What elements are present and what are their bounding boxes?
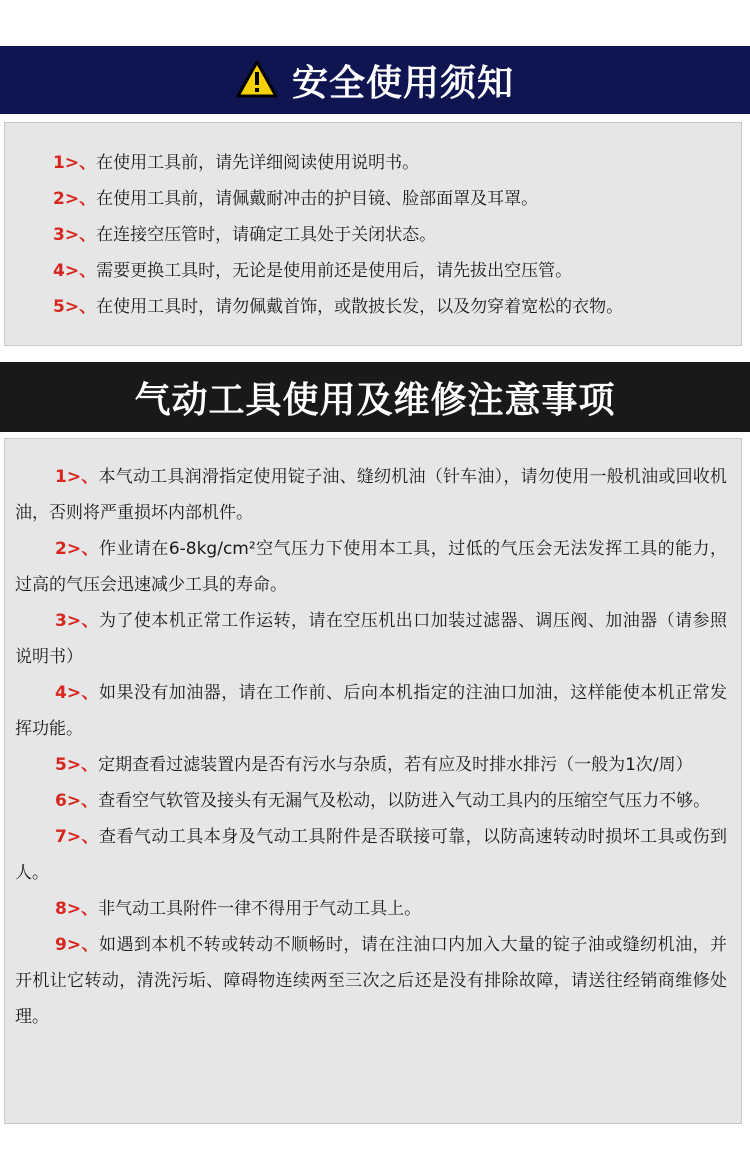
item-number: 3>、 — [53, 225, 97, 245]
maintenance-item — [15, 927, 727, 1035]
item-text: 需要更换工具时，无论是使用前还是使用后，请先拔出空压管。 — [96, 261, 573, 281]
item-text: 查看空气软管及接头有无漏气及松动，以防进入气动工具内的压缩空气压力不够。 — [98, 791, 711, 811]
maintenance-item — [15, 459, 727, 531]
item-text: 定期查看过滤装置内是否有污水与杂质，若有应及时排水排污（一般为1次/周） — [98, 755, 693, 775]
item-text: 非气动工具附件一律不得用于气动工具上。 — [98, 899, 422, 919]
item-text: 作业请在6-8kg/cm²空气压力下使用本工具，过低的气压会无法发挥工具的能力，过高的气压会迅速减少工具的寿命。 — [15, 539, 727, 595]
item-text: 在使用工具时，请勿佩戴首饰，或散披长发，以及勿穿着宽松的衣物。 — [96, 297, 624, 317]
item-number: 2>、 — [55, 539, 99, 559]
safety-item — [53, 253, 741, 289]
item-text: 在连接空压管时，请确定工具处于关闭状态。 — [96, 225, 437, 245]
item-number: 1>、 — [55, 467, 99, 487]
item-number: 5>、 — [55, 755, 99, 775]
maintenance-item — [15, 675, 727, 747]
maintenance-item — [15, 531, 727, 603]
item-text: 本气动工具润滑指定使用锭子油、缝纫机油（针车油），请勿使用一般机油或回收机油，否则将严重损坏内部机件。 — [15, 467, 728, 523]
item-text: 在使用工具前，请佩戴耐冲击的护目镜、脸部面罩及耳罩。 — [96, 189, 539, 209]
item-number: 9>、 — [55, 935, 99, 955]
safety-title: 安全使用须知 — [291, 62, 514, 104]
maintenance-item — [15, 783, 727, 819]
maintenance-title: 气动工具使用及维修注意事项 — [134, 379, 616, 421]
item-number: 2>、 — [53, 189, 97, 209]
item-number: 1>、 — [53, 153, 97, 173]
safety-item — [53, 217, 741, 253]
warning-triangle-icon — [236, 60, 278, 98]
item-number: 4>、 — [53, 261, 97, 281]
maintenance-item — [15, 891, 727, 927]
safety-item — [53, 181, 741, 217]
item-number: 7>、 — [55, 827, 99, 847]
safety-banner — [0, 46, 750, 114]
item-number: 5>、 — [53, 297, 97, 317]
maintenance-item — [15, 603, 727, 675]
safety-item — [53, 289, 741, 325]
item-number: 6>、 — [55, 791, 99, 811]
item-text: 为了使本机正常工作运转，请在空压机出口加装过滤器、调压阀、加油器（请参照说明书） — [15, 611, 728, 667]
item-number: 8>、 — [55, 899, 99, 919]
safety-item — [53, 145, 741, 181]
item-text: 查看气动工具本身及气动工具附件是否联接可靠，以防高速转动时损坏工具或伤到人。 — [15, 827, 728, 883]
maintenance-item — [15, 747, 727, 783]
item-text: 如遇到本机不转或转动不顺畅时，请在注油口内加入大量的锭子油或缝纫机油，并开机让它转动，清洗污垢、障碍物连续两至三次之后还是没有排除故障，请送往经销商维修处理。 — [15, 935, 728, 1027]
maintenance-item — [15, 819, 727, 891]
safety-panel — [4, 122, 742, 346]
item-text: 如果没有加油器，请在工作前、后向本机指定的注油口加油，这样能使本机正常发挥功能。 — [15, 683, 728, 739]
maintenance-panel — [4, 438, 742, 1124]
maintenance-banner — [0, 362, 750, 432]
item-number: 3>、 — [55, 611, 99, 631]
item-text: 在使用工具前，请先详细阅读使用说明书。 — [96, 153, 420, 173]
item-number: 4>、 — [55, 683, 99, 703]
